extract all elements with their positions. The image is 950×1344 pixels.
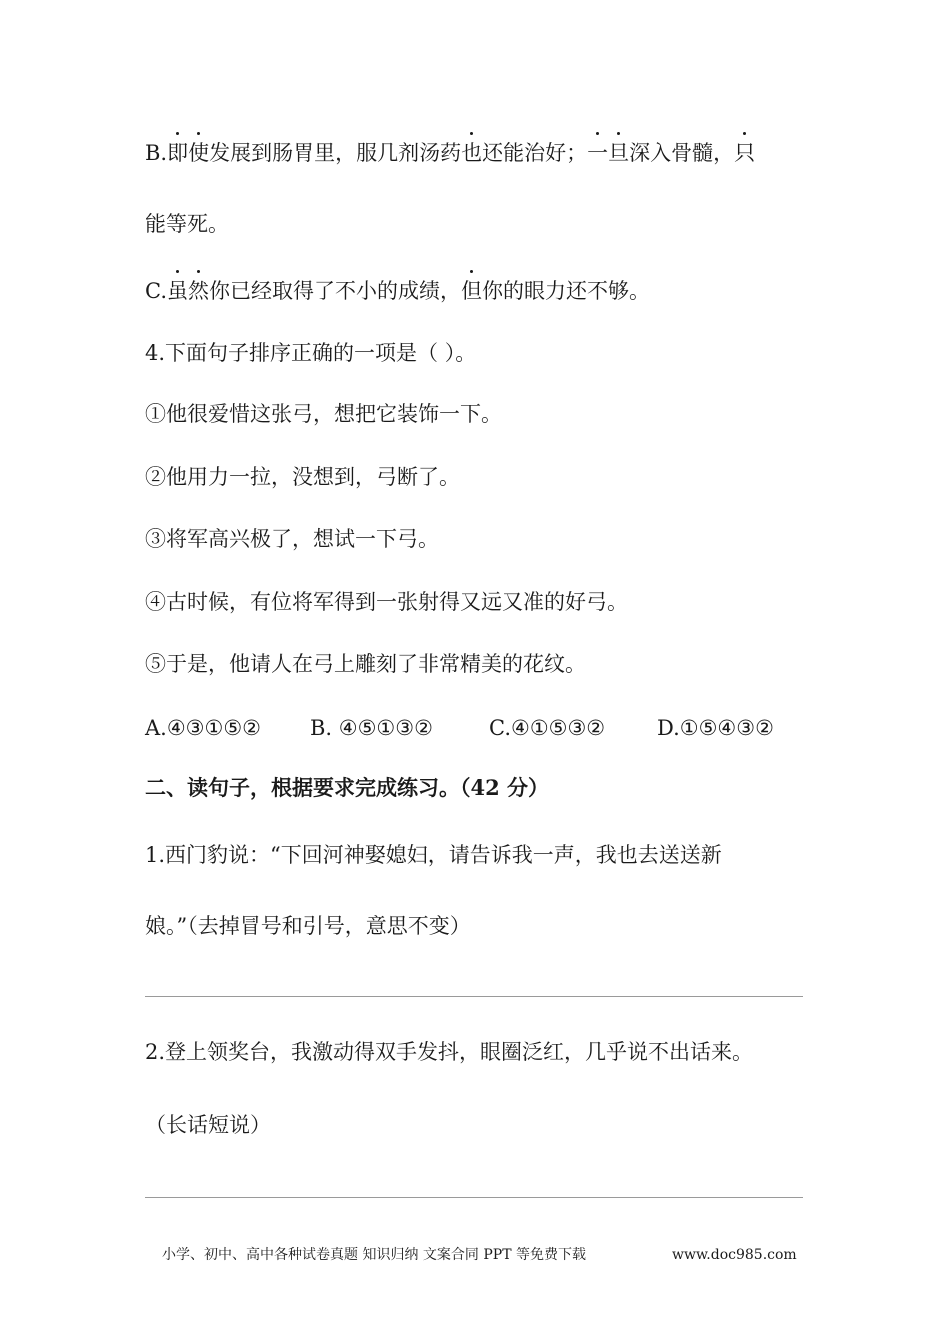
s2-question-1-line1: 1.西门豹说：“下回河神娶媳妇，请告诉我一声，我也去送送新 — [145, 843, 722, 867]
option-b-line2: 能等死。 — [145, 212, 229, 236]
s2-question-2-line1: 2.登上领奖台，我激动得双手发抖，眼圈泛红，几乎说不出话来。 — [145, 1040, 754, 1064]
section-2-title: 二、读句子，根据要求完成练习。（42 分） — [145, 775, 550, 800]
option-b-line1 — [145, 138, 755, 168]
emphasis-char: 即 — [167, 138, 188, 168]
emphasis-char: 也 — [461, 138, 482, 168]
s2-question-1-line2: 娘。”（去掉冒号和引号，意思不变） — [145, 914, 471, 938]
text-run: 你的眼力还不够。 — [482, 279, 650, 303]
option-c-label: C. — [145, 279, 167, 303]
question-4: 4.下面句子排序正确的一项是（ ）。 — [145, 341, 477, 365]
s2-question-2-line2: （长话短说） — [145, 1113, 271, 1137]
text-run: 发展到肠胃里，服几剂汤药 — [209, 141, 462, 165]
option-c-line — [145, 276, 650, 306]
sentence-3: ③将军高兴极了，想试一下弓。 — [145, 527, 439, 551]
footer-url[interactable]: www.doc985.com — [672, 1247, 797, 1263]
sentence-1: ①他很爱惜这张弓，想把它装饰一下。 — [145, 402, 502, 426]
emphasis-char: 但 — [461, 276, 482, 306]
answer-options — [145, 713, 774, 743]
emphasis-char: 虽 — [167, 276, 188, 306]
text-run: 深入骨髓， — [629, 141, 735, 165]
sentence-4: ④古时候，有位将军得到一张射得又远又准的好弓。 — [145, 590, 628, 614]
footer-text: 小学、初中、高中各种试卷真题 知识归纳 文案合同 PPT 等免费下载 — [162, 1247, 586, 1263]
emphasis-char: 旦 — [608, 138, 629, 168]
option-d: D.①⑤④③② — [657, 716, 774, 740]
emphasis-char: 只 — [734, 138, 755, 168]
sentence-2: ②他用力一拉，没想到，弓断了。 — [145, 465, 460, 489]
footer — [162, 1243, 797, 1267]
text-run: 还能治好； — [482, 141, 588, 165]
emphasis-char: 然 — [188, 276, 209, 306]
answer-line-1[interactable] — [145, 996, 803, 997]
option-b: B. ④⑤①③② — [310, 716, 433, 740]
emphasis-char: 一 — [587, 138, 608, 168]
option-b-label: B. — [145, 141, 168, 165]
sentence-5: ⑤于是，他请人在弓上雕刻了非常精美的花纹。 — [145, 652, 586, 676]
option-c: C.④①⑤③② — [489, 716, 606, 740]
answer-line-2[interactable] — [145, 1197, 803, 1198]
text-run: 你已经取得了不小的成绩， — [209, 279, 461, 303]
emphasis-char: 使 — [188, 138, 209, 168]
option-a: A.④③①⑤② — [145, 716, 261, 740]
